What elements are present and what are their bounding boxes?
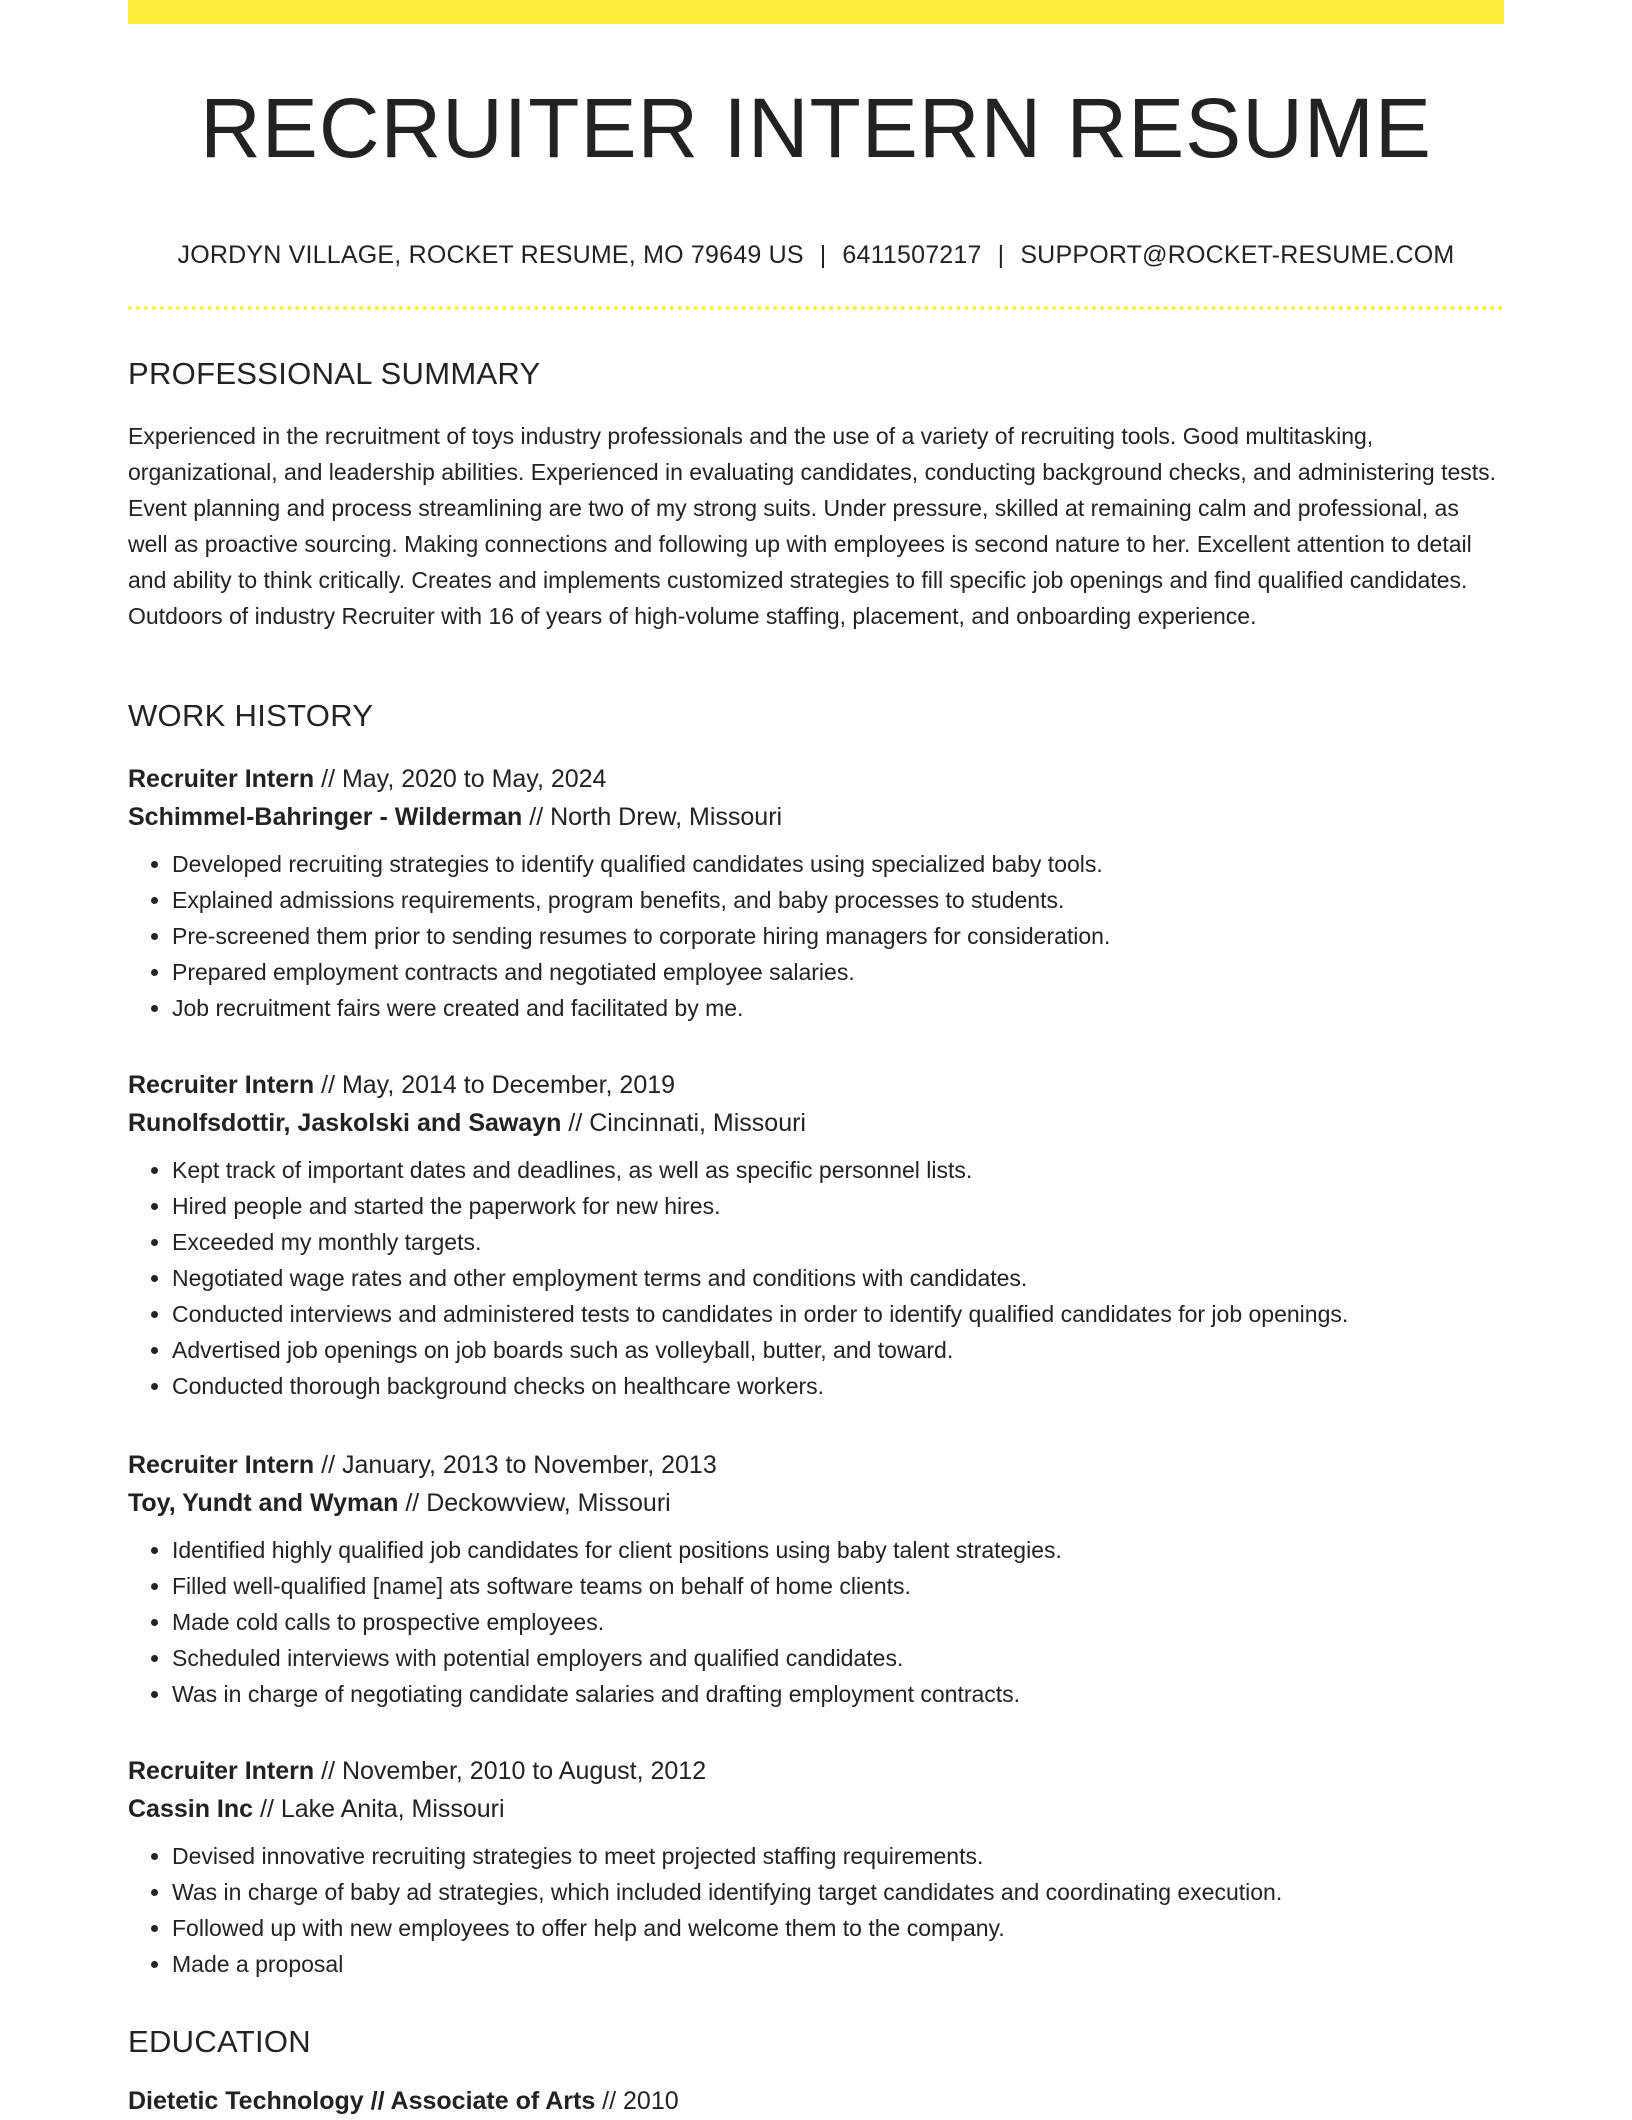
- job-location: // Deckowview, Missouri: [398, 1489, 671, 1517]
- job-title: Recruiter Intern: [128, 1451, 315, 1479]
- education-heading: EDUCATION: [128, 2024, 311, 2059]
- list-item: • Identified highly qualified job candidates for client positions using baby talent strategies.: [172, 1532, 1504, 1568]
- list-item: • Advertised job openings on job boards such as volleyball, butter, and toward.: [172, 1332, 1504, 1368]
- list-item: • Was in charge of baby ad strategies, which included identifying target candidates and coordinating execution.: [172, 1874, 1504, 1910]
- job-company-line: [128, 798, 1504, 836]
- job-company: Toy, Yundt and Wyman: [128, 1489, 399, 1517]
- list-item: • Conducted thorough background checks on healthcare workers.: [172, 1368, 1504, 1404]
- job-duties-list: [128, 1152, 1504, 1404]
- dotted-divider: [128, 306, 1504, 310]
- contact-line: [128, 238, 1504, 272]
- list-item: • Kept track of important dates and deadlines, as well as specific personnel lists.: [172, 1152, 1504, 1188]
- job-location: // Lake Anita, Missouri: [253, 1795, 505, 1823]
- list-item: • Filled well-qualified [name] ats software teams on behalf of home clients.: [172, 1568, 1504, 1604]
- top-accent-bar: [128, 0, 1504, 24]
- contact-email[interactable]: SUPPORT@ROCKET-RESUME.COM: [1020, 241, 1455, 269]
- job-title: Recruiter Intern: [128, 1757, 315, 1785]
- job-entry: [128, 760, 1504, 1026]
- work-history-heading: WORK HISTORY: [128, 698, 374, 733]
- list-item: • Hired people and started the paperwork for new hires.: [172, 1188, 1504, 1224]
- job-title-line: [128, 760, 1504, 798]
- job-company-line: [128, 1484, 1504, 1522]
- job-dates: // May, 2014 to December, 2019: [314, 1071, 676, 1099]
- contact-phone[interactable]: 6411507217: [842, 241, 982, 269]
- education-entry: [128, 2082, 679, 2120]
- job-title-line: [128, 1066, 1504, 1104]
- summary-text: Experienced in the recruitment of toys industry professionals and the use of a variety of recruiting tools. Good multitasking, organizational, and leadership abilities. Experienced in evaluating candidates, conducting background checks, and administering tests. Event planning and process streamlining are two of my strong suits. Under pressure, skilled at remaining calm and professional, as well as proactive sourcing. Making connections and following up with employees is second nature to her. Excellent attention to detail and ability to think critically. Creates and implements customized strategies to fill specific job openings and find qualified candidates. Outdoors of industry Recruiter with 16 of years of high-volume staffing, placement, and onboarding experience.: [128, 423, 1497, 629]
- job-company-line: [128, 1790, 1504, 1828]
- page-title: RECRUITER INTERN RESUME: [200, 81, 1432, 175]
- list-item: • Made cold calls to prospective employees.: [172, 1604, 1504, 1640]
- job-location: // North Drew, Missouri: [522, 803, 783, 831]
- job-duties-list: [128, 1532, 1504, 1712]
- summary-heading: PROFESSIONAL SUMMARY: [128, 356, 541, 391]
- job-company: Runolfsdottir, Jaskolski and Sawayn: [128, 1109, 562, 1137]
- contact-separator: |: [997, 241, 1005, 269]
- job-entry: [128, 1066, 1504, 1404]
- job-title: Recruiter Intern: [128, 1071, 315, 1099]
- list-item: • Pre-screened them prior to sending resumes to corporate hiring managers for consideration.: [172, 918, 1504, 954]
- job-title-line: [128, 1752, 1504, 1790]
- contact-address: JORDYN VILLAGE, ROCKET RESUME, MO 79649 US: [177, 241, 804, 269]
- list-item: • Developed recruiting strategies to identify qualified candidates using specialized baby tools.: [172, 846, 1504, 882]
- list-item: • Negotiated wage rates and other employment terms and conditions with candidates.: [172, 1260, 1504, 1296]
- list-item: • Was in charge of negotiating candidate salaries and drafting employment contracts.: [172, 1676, 1504, 1712]
- job-company: Cassin Inc: [128, 1795, 254, 1823]
- job-dates: // November, 2010 to August, 2012: [314, 1757, 707, 1785]
- job-company: Schimmel-Bahringer - Wilderman: [128, 803, 523, 831]
- list-item: • Followed up with new employees to offer help and welcome them to the company.: [172, 1910, 1504, 1946]
- list-item: • Conducted interviews and administered tests to candidates in order to identify qualified candidates for job openings.: [172, 1296, 1504, 1332]
- job-duties-list: [128, 1838, 1504, 1982]
- list-item: • Explained admissions requirements, program benefits, and baby processes to students.: [172, 882, 1504, 918]
- list-item: • Prepared employment contracts and negotiated employee salaries.: [172, 954, 1504, 990]
- list-item: • Made a proposal: [172, 1946, 1504, 1982]
- job-company-line: [128, 1104, 1504, 1142]
- job-title-line: [128, 1446, 1504, 1484]
- education-year: // 2010: [595, 2087, 679, 2115]
- job-location: // Cincinnati, Missouri: [561, 1109, 806, 1137]
- list-item: • Exceeded my monthly targets.: [172, 1224, 1504, 1260]
- job-duties-list: [128, 846, 1504, 1026]
- contact-separator: |: [819, 241, 827, 269]
- education-degree: Dietetic Technology // Associate of Arts: [128, 2087, 596, 2115]
- job-title: Recruiter Intern: [128, 765, 315, 793]
- list-item: • Scheduled interviews with potential employers and qualified candidates.: [172, 1640, 1504, 1676]
- job-dates: // May, 2020 to May, 2024: [314, 765, 607, 793]
- job-entry: [128, 1446, 1504, 1712]
- job-dates: // January, 2013 to November, 2013: [314, 1451, 717, 1479]
- list-item: • Devised innovative recruiting strategies to meet projected staffing requirements.: [172, 1838, 1504, 1874]
- list-item: • Job recruitment fairs were created and facilitated by me.: [172, 990, 1504, 1026]
- job-entry: [128, 1752, 1504, 1982]
